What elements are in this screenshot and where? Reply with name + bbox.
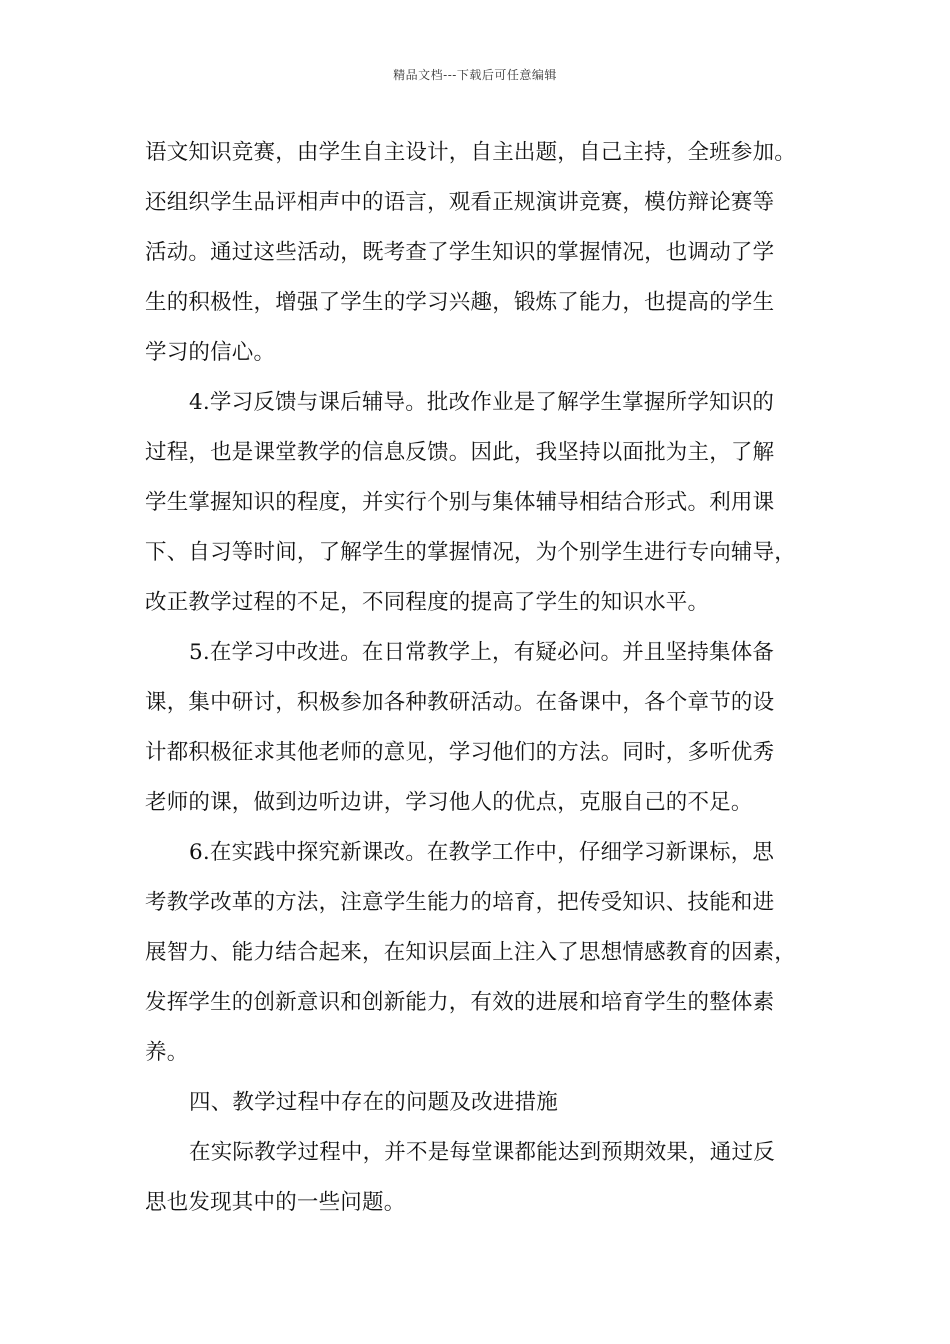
text-line: 过程，也是课堂教学的信息反馈。因此，我坚持以面批为主，了解 [145,440,775,465]
text-line: 计都积极征求其他老师的意见，学习他们的方法。同时，多听优秀 [145,740,775,765]
text-line: 学生掌握知识的程度，并实行个别与集体辅导相结合形式。利用课 [145,490,775,515]
text-line: 展智力、能力结合起来，在知识层面上注入了思想情感教育的因素， [145,940,797,965]
paragraph [145,378,810,628]
text-line: 4.学习反馈与课后辅导。批改作业是了解学生掌握所学知识的 [189,390,775,415]
text-line: 老师的课，做到边听边讲，学习他人的优点，克服自己的不足。 [145,790,753,815]
text-line: 6.在实践中探究新课改。在教学工作中，仔细学习新课标，思 [189,840,775,865]
text-line: 还组织学生品评相声中的语言，观看正规演讲竞赛，模仿辩论赛等 [145,190,775,215]
paragraph [145,128,810,378]
paragraph [145,1128,810,1228]
paragraph [145,828,810,1078]
text-line: 发挥学生的创新意识和创新能力，有效的进展和培育学生的整体素 [145,990,775,1015]
section-heading [145,1078,810,1128]
document-body [145,128,810,1228]
page-header: 精品文档---下载后可任意编辑 [393,68,557,82]
text-line: 语文知识竞赛，由学生自主设计，自主出题，自己主持，全班参加。 [145,140,797,165]
text-line: 下、自习等时间，了解学生的掌握情况，为个别学生进行专向辅导， [145,540,797,565]
text-line: 养。 [145,1040,189,1065]
text-line: 活动。通过这些活动，既考查了学生知识的掌握情况，也调动了学 [145,240,775,265]
text-line: 在实际教学过程中，并不是每堂课都能达到预期效果，通过反 [189,1140,775,1165]
text-line: 思也发现其中的一些问题。 [145,1190,406,1215]
text-line: 四、教学过程中存在的问题及改进措施 [189,1090,558,1115]
text-line: 生的积极性，增强了学生的学习兴趣，锻炼了能力，也提高的学生 [145,290,775,315]
paragraph [145,628,810,828]
text-line: 学习的信心。 [145,340,276,365]
text-line: 考教学改革的方法，注意学生能力的培育，把传受知识、技能和进 [145,890,775,915]
text-line: 5.在学习中改进。在日常教学上，有疑必问。并且坚持集体备 [189,640,775,665]
text-line: 课，集中研讨，积极参加各种教研活动。在备课中，各个章节的设 [145,690,775,715]
text-line: 改正教学过程的不足，不同程度的提高了学生的知识水平。 [145,590,710,615]
